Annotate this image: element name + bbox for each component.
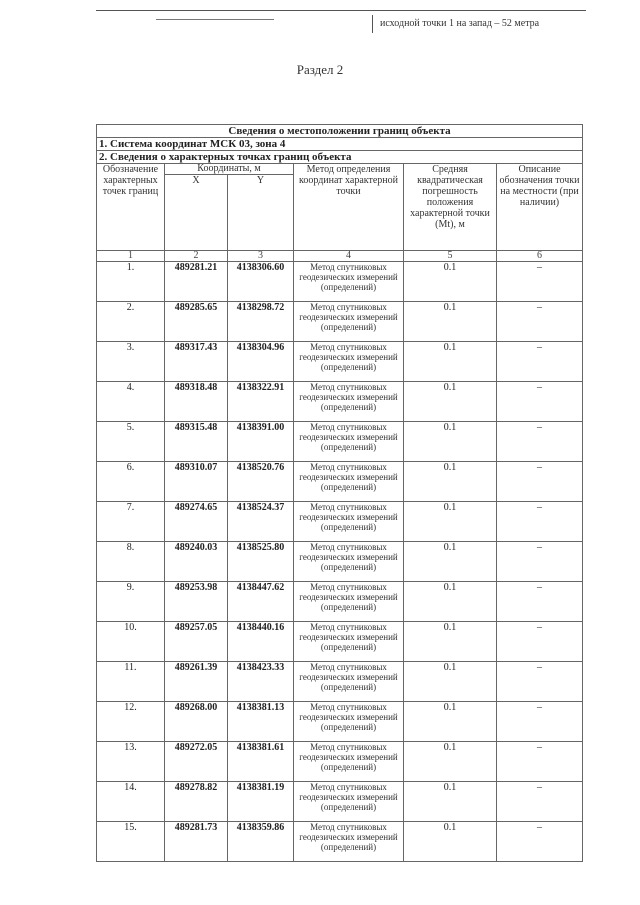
accuracy-cell: 0.1	[404, 822, 497, 862]
accuracy-cell: 0.1	[404, 422, 497, 462]
coordinate-y: 4138391.00	[228, 422, 294, 462]
point-id: 9.	[97, 582, 165, 622]
header-description: Описание обозначения точки на местности (при наличии)	[497, 164, 583, 251]
point-id: 14.	[97, 782, 165, 822]
point-id: 15.	[97, 822, 165, 862]
coordinate-x: 489315.48	[165, 422, 228, 462]
top-continuation-text: исходной точки 1 на запад – 52 метра	[380, 18, 540, 29]
top-table-divider	[372, 15, 373, 33]
description-cell: –	[497, 622, 583, 662]
column-number: 2	[165, 251, 228, 262]
method-cell: Метод спутниковых геодезических измерений (определений)	[294, 262, 404, 302]
table-row	[97, 582, 583, 622]
accuracy-cell: 0.1	[404, 662, 497, 702]
description-cell: –	[497, 782, 583, 822]
accuracy-cell: 0.1	[404, 342, 497, 382]
accuracy-cell: 0.1	[404, 462, 497, 502]
points-info-line: 2. Сведения о характерных точках границ объекта	[97, 151, 583, 164]
header-method: Метод определения координат характерной точки	[294, 164, 404, 251]
point-id: 5.	[97, 422, 165, 462]
coordinate-y: 4138304.96	[228, 342, 294, 382]
column-number: 4	[294, 251, 404, 262]
coordinate-x: 489274.65	[165, 502, 228, 542]
accuracy-cell: 0.1	[404, 782, 497, 822]
point-id: 2.	[97, 302, 165, 342]
coordinate-y: 4138520.76	[228, 462, 294, 502]
column-number: 5	[404, 251, 497, 262]
method-cell: Метод спутниковых геодезических измерений (определений)	[294, 342, 404, 382]
coordinate-x: 489253.98	[165, 582, 228, 622]
table-row	[97, 662, 583, 702]
description-cell: –	[497, 422, 583, 462]
coordinate-y: 4138381.19	[228, 782, 294, 822]
coordinate-x: 489261.39	[165, 662, 228, 702]
description-cell: –	[497, 702, 583, 742]
description-cell: –	[497, 662, 583, 702]
point-id: 10.	[97, 622, 165, 662]
accuracy-cell: 0.1	[404, 302, 497, 342]
method-cell: Метод спутниковых геодезических измерений (определений)	[294, 662, 404, 702]
description-cell: –	[497, 822, 583, 862]
table-row	[97, 462, 583, 502]
method-cell: Метод спутниковых геодезических измерений (определений)	[294, 382, 404, 422]
method-cell: Метод спутниковых геодезических измерений (определений)	[294, 822, 404, 862]
method-cell: Метод спутниковых геодезических измерений (определений)	[294, 742, 404, 782]
table-row	[97, 502, 583, 542]
point-id: 11.	[97, 662, 165, 702]
header-y: Y	[228, 175, 294, 251]
coordinate-x: 489281.73	[165, 822, 228, 862]
accuracy-cell: 0.1	[404, 582, 497, 622]
coordinate-x: 489318.48	[165, 382, 228, 422]
coordinate-y: 4138306.60	[228, 262, 294, 302]
method-cell: Метод спутниковых геодезических измерений (определений)	[294, 462, 404, 502]
coordinate-y: 4138423.33	[228, 662, 294, 702]
point-id: 6.	[97, 462, 165, 502]
coordinate-y: 4138298.72	[228, 302, 294, 342]
header-accuracy: Средняя квадратическая погрешность положения характерной точки (Mt), м	[404, 164, 497, 251]
table-row	[97, 262, 583, 302]
table-row	[97, 622, 583, 662]
description-cell: –	[497, 262, 583, 302]
accuracy-cell: 0.1	[404, 702, 497, 742]
column-number: 3	[228, 251, 294, 262]
point-id: 3.	[97, 342, 165, 382]
method-cell: Метод спутниковых геодезических измерений (определений)	[294, 542, 404, 582]
coordinate-y: 4138440.16	[228, 622, 294, 662]
coordinate-y: 4138525.80	[228, 542, 294, 582]
method-cell: Метод спутниковых геодезических измерений (определений)	[294, 582, 404, 622]
point-id: 4.	[97, 382, 165, 422]
table-title: Сведения о местоположении границ объекта	[97, 125, 583, 138]
accuracy-cell: 0.1	[404, 262, 497, 302]
description-cell: –	[497, 542, 583, 582]
point-id: 1.	[97, 262, 165, 302]
coordinate-x: 489317.43	[165, 342, 228, 382]
coordinate-y: 4138381.61	[228, 742, 294, 782]
coordinate-x: 489285.65	[165, 302, 228, 342]
column-number: 6	[497, 251, 583, 262]
table-row	[97, 422, 583, 462]
table-row	[97, 782, 583, 822]
coordinate-x: 489310.07	[165, 462, 228, 502]
description-cell: –	[497, 302, 583, 342]
coordinate-y: 4138359.86	[228, 822, 294, 862]
method-cell: Метод спутниковых геодезических измерений (определений)	[294, 422, 404, 462]
description-cell: –	[497, 462, 583, 502]
accuracy-cell: 0.1	[404, 382, 497, 422]
table-row	[97, 542, 583, 582]
accuracy-cell: 0.1	[404, 622, 497, 662]
table-row	[97, 342, 583, 382]
description-cell: –	[497, 382, 583, 422]
header-designation: Обозначение характерных точек границ	[97, 164, 165, 251]
description-cell: –	[497, 342, 583, 382]
table-row	[97, 822, 583, 862]
boundary-points-table	[96, 124, 583, 862]
coordinate-y: 4138447.62	[228, 582, 294, 622]
point-id: 7.	[97, 502, 165, 542]
accuracy-cell: 0.1	[404, 542, 497, 582]
description-cell: –	[497, 502, 583, 542]
header-coordinates: Координаты, м	[165, 164, 294, 175]
point-id: 12.	[97, 702, 165, 742]
column-number: 1	[97, 251, 165, 262]
description-cell: –	[497, 742, 583, 782]
coordinate-x: 489240.03	[165, 542, 228, 582]
coordinate-x: 489272.05	[165, 742, 228, 782]
table-row	[97, 382, 583, 422]
coordinate-x: 489281.21	[165, 262, 228, 302]
table-row	[97, 742, 583, 782]
point-id: 13.	[97, 742, 165, 782]
section-title: Раздел 2	[296, 62, 344, 77]
method-cell: Метод спутниковых геодезических измерений (определений)	[294, 502, 404, 542]
header-x: X	[165, 175, 228, 251]
accuracy-cell: 0.1	[404, 742, 497, 782]
accuracy-cell: 0.1	[404, 502, 497, 542]
coordinate-system-line: 1. Система координат МСК 03, зона 4	[97, 138, 583, 151]
point-id: 8.	[97, 542, 165, 582]
method-cell: Метод спутниковых геодезических измерений (определений)	[294, 782, 404, 822]
method-cell: Метод спутниковых геодезических измерений (определений)	[294, 702, 404, 742]
table-row	[97, 302, 583, 342]
coordinate-x: 489257.05	[165, 622, 228, 662]
method-cell: Метод спутниковых геодезических измерений (определений)	[294, 302, 404, 342]
coordinate-y: 4138381.13	[228, 702, 294, 742]
coordinate-y: 4138322.91	[228, 382, 294, 422]
table-row	[97, 702, 583, 742]
coordinate-y: 4138524.37	[228, 502, 294, 542]
top-table-line	[156, 19, 274, 20]
method-cell: Метод спутниковых геодезических измерений (определений)	[294, 622, 404, 662]
description-cell: –	[497, 582, 583, 622]
coordinate-x: 489268.00	[165, 702, 228, 742]
coordinate-x: 489278.82	[165, 782, 228, 822]
